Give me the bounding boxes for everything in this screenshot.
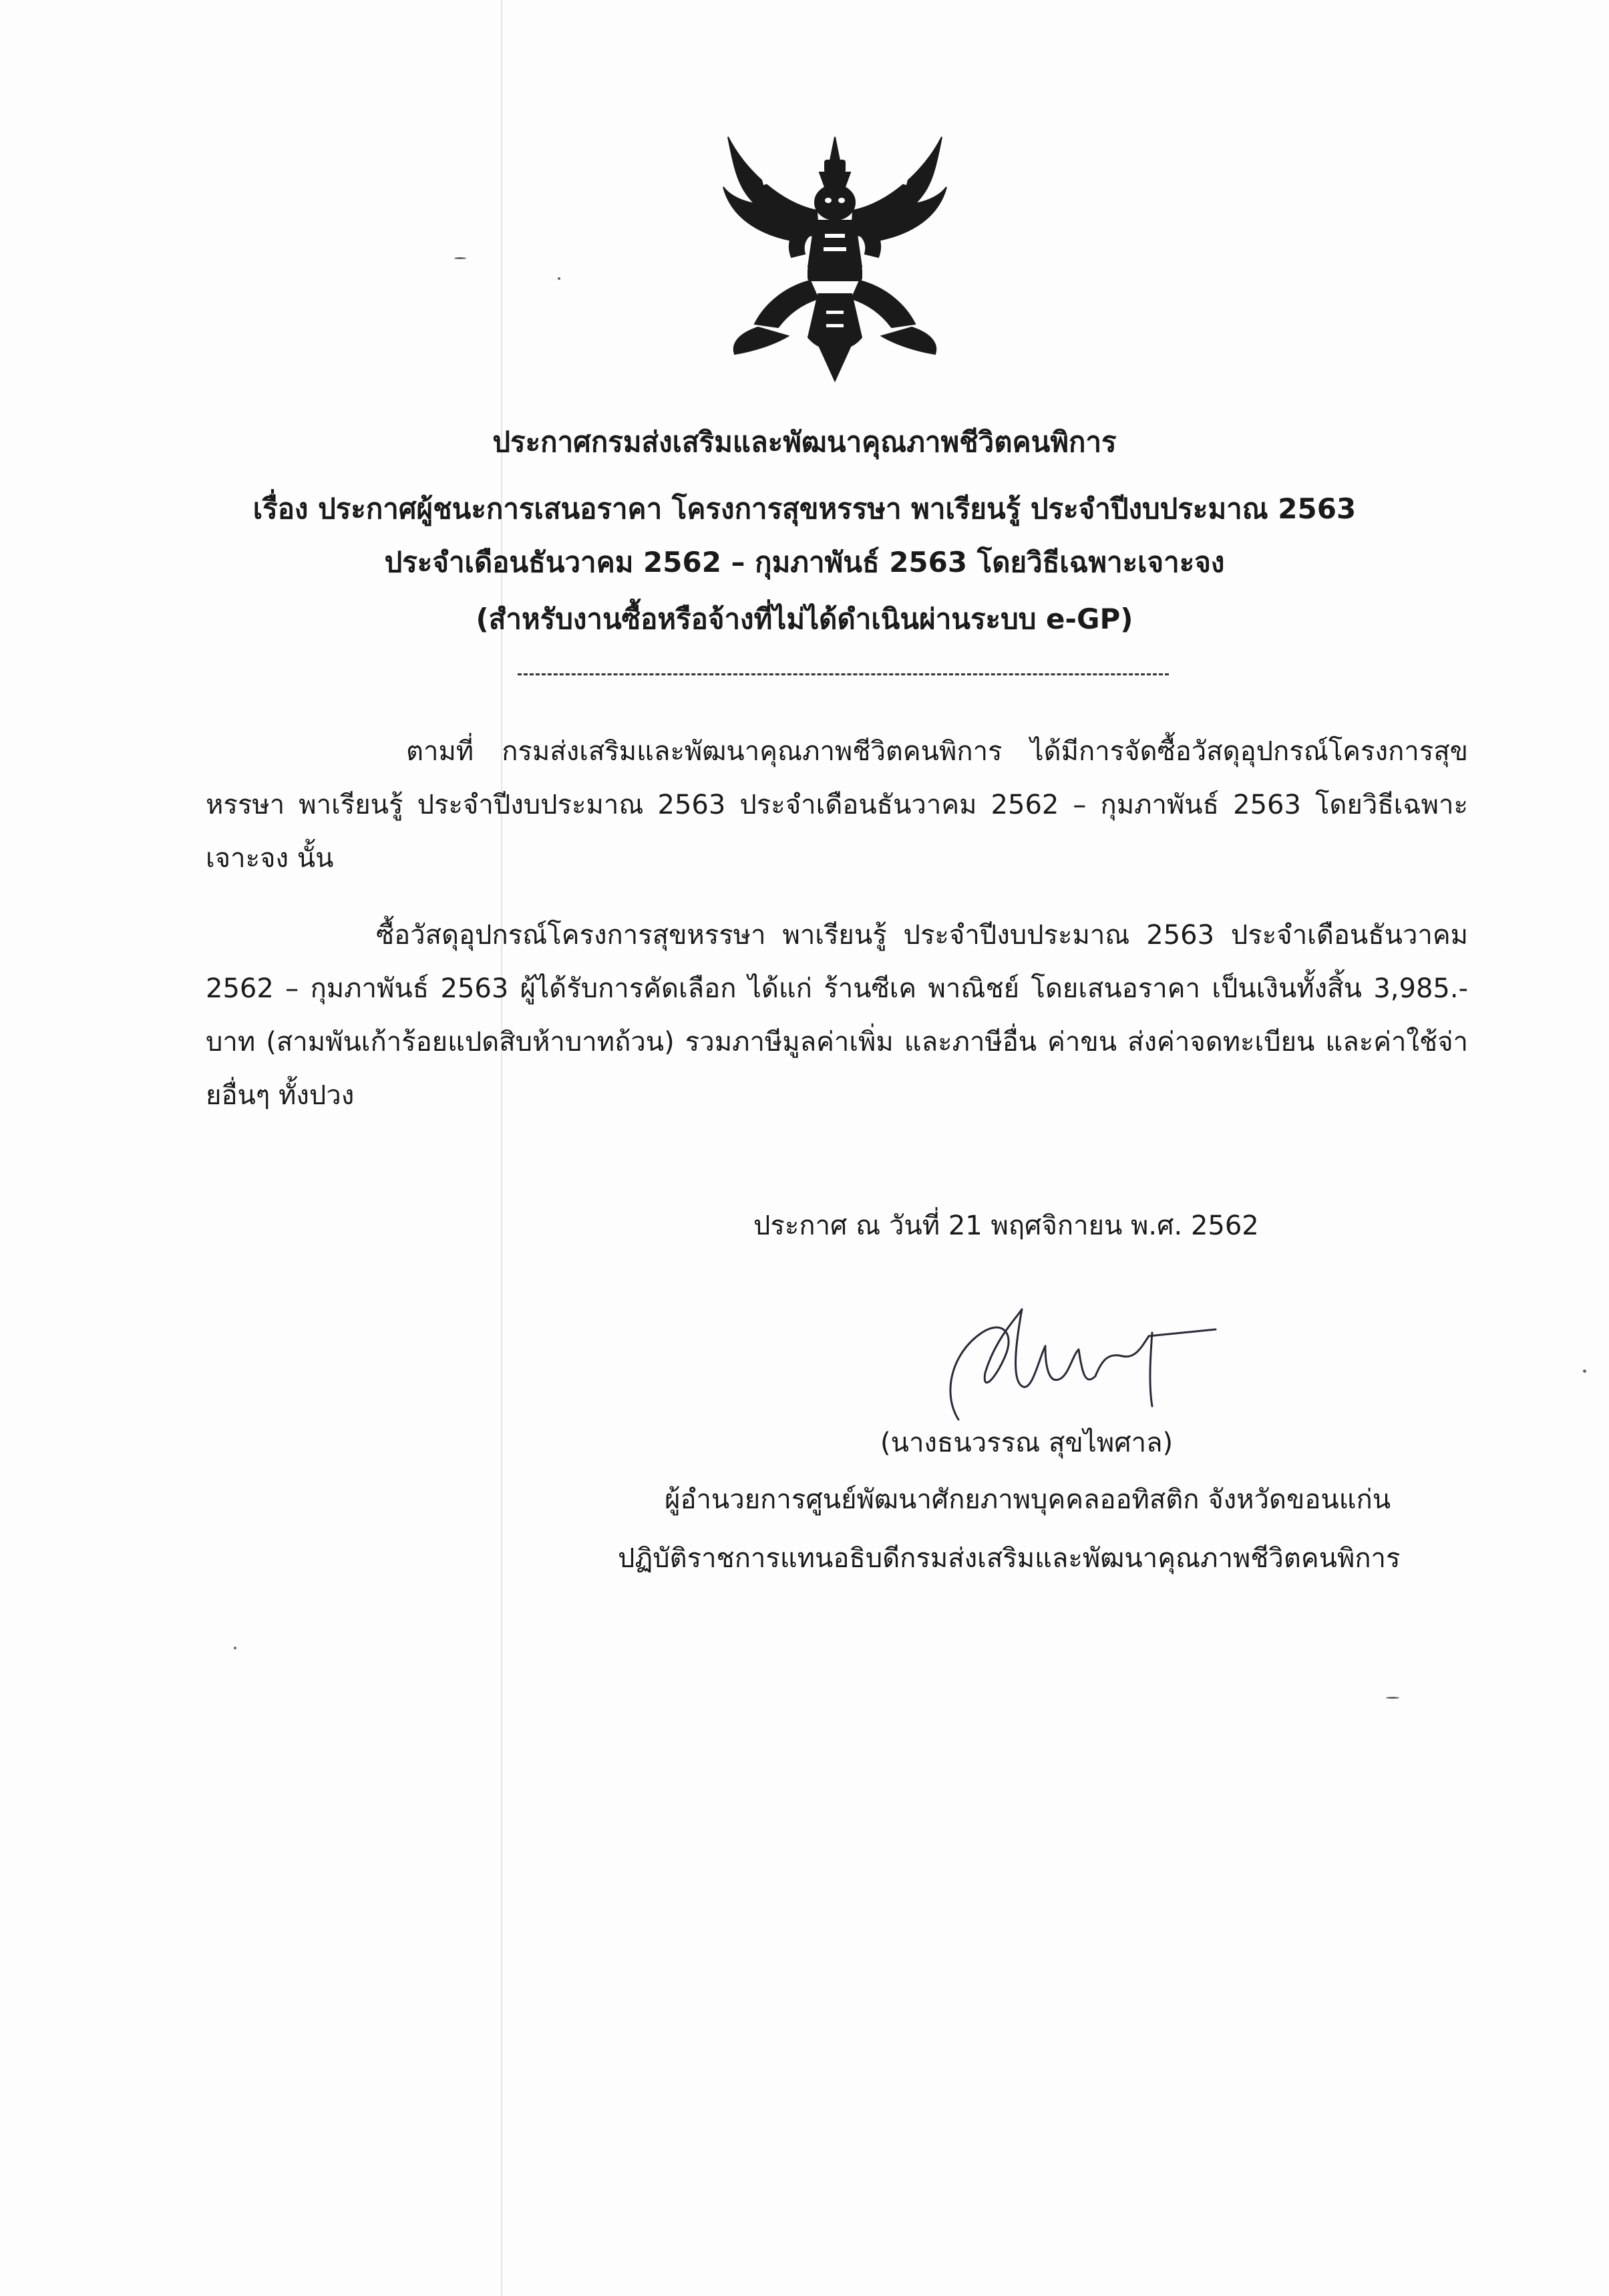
signer-name: (นางธนวรรณ สุขไพศาล)	[880, 1428, 1174, 1458]
scan-speck	[1386, 1697, 1399, 1699]
announcement-heading: ประกาศกรมส่งเสริมและพัฒนาคุณภาพชีวิตคนพิการ	[492, 426, 1117, 458]
scan-speck	[1583, 1369, 1586, 1373]
scan-speck	[558, 277, 560, 280]
dashed-divider	[518, 673, 1169, 675]
signer-position: ผู้อำนวยการศูนย์พัฒนาศักยภาพบุคคลออทิสติก จังหวัดขอนแก่น	[665, 1484, 1391, 1515]
scan-speck	[454, 257, 466, 259]
scan-speck	[234, 1647, 236, 1649]
garuda-emblem-icon	[718, 124, 952, 387]
announcement-note: (สำหรับงานซื้อหรือจ้างที่ไม่ได้ดำเนินผ่านระบบ e-GP)	[476, 603, 1133, 635]
handwritten-signature	[922, 1293, 1229, 1426]
announcement-period: ประจำเดือนธันวาคม 2562 – กุมภาพันธ์ 2563 โดยวิธีเฉพาะเจาะจง	[384, 546, 1225, 579]
announcement-subject: เรื่อง ประกาศผู้ชนะการเสนอราคา โครงการสุขหรรษา พาเรียนรู้ ประจำปีงบประมาณ 2563	[252, 492, 1357, 525]
body-paragraph-1: ตามที่ กรมส่งเสริมและพัฒนาคุณภาพชีวิตคนพิการ ได้มีการจัดซื้อวัสดุอุปกรณ์โครงการสุขหรรษา พาเรียนรู้ ประจำปีงบประมาณ 2563 ประจำเดือนธันวาคม 2562 – กุมภาพันธ์ 2563 โดยวิธีเฉพาะเจาะจง นั้น	[206, 736, 1468, 874]
signer-acting-title: ปฏิบัติราชการแทนอธิบดีกรมส่งเสริมและพัฒนาคุณภาพชีวิตคนพิการ	[618, 1543, 1401, 1574]
announcement-date: ประกาศ ณ วันที่ 21 พฤศจิกายน พ.ศ. 2562	[753, 1210, 1259, 1241]
scan-fold-line	[501, 0, 502, 2296]
body-paragraph-2: ซื้อวัสดุอุปกรณ์โครงการสุขหรรษา พาเรียนรู้ ประจำปีงบประมาณ 2563 ประจำเดือนธันวาคม 2562 – กุมภาพันธ์ 2563 ผู้ได้รับการคัดเลือก ได้แก่ ร้านซีเค พาณิชย์ โดยเสนอราคา เป็นเงินทั้งสิ้น 3,985.-บาท (สามพันเก้าร้อยแปดสิบห้าบาทถ้วน) รวมภาษีมูลค่าเพิ่ม และภาษีอื่น ค่าขน ส่งค่าจดทะเบียน และค่าใช้จ่ายอื่นๆ ทั้งปวง	[206, 920, 1468, 1111]
